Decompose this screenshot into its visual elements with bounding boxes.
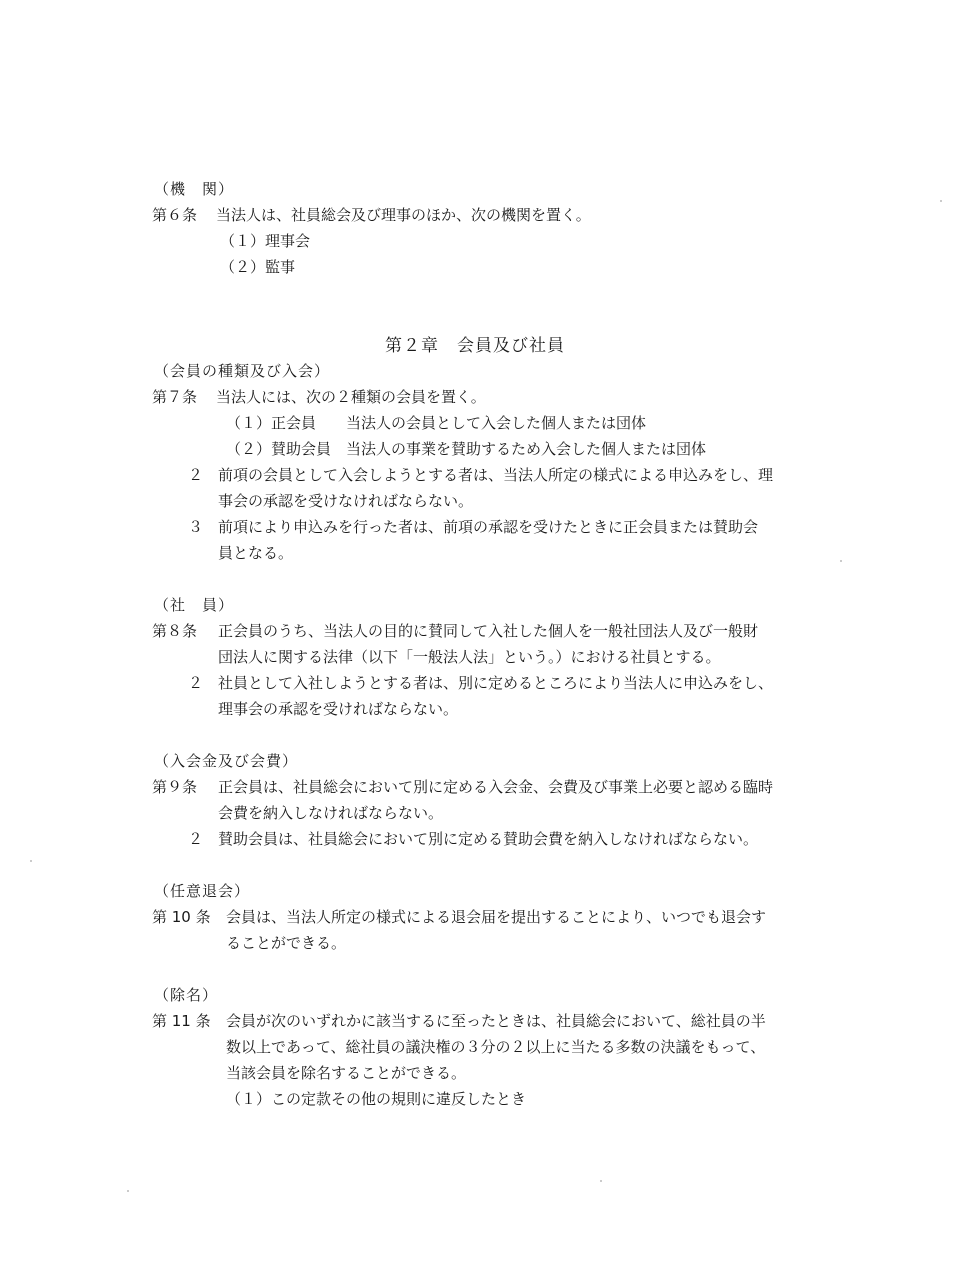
chapter-title: 第２章 会員及び社員	[385, 336, 565, 356]
article-7-para-3-number: ３	[188, 518, 204, 536]
scan-speck	[127, 1190, 129, 1192]
article-6-text: 当法人は、社員総会及び理事のほか、次の機関を置く。	[216, 206, 591, 224]
article-9-heading: （入会金及び会費）	[154, 752, 299, 770]
article-7-para-2-number: ２	[188, 466, 204, 484]
article-8-para-2-line-1: 社員として入社しようとする者は、別に定めるところにより当法人に申込みをし、	[218, 674, 774, 692]
article-8-line-1: 正会員のうち、当法人の目的に賛同して入社した個人を一般社団法人及び一般財	[218, 622, 759, 640]
scan-speck	[600, 1180, 602, 1182]
article-11-heading: （除名）	[154, 986, 219, 1004]
article-8-line-2: 団法人に関する法律（以下「一般法人法」という。）における社員とする。	[218, 648, 721, 666]
article-8-para-2-number: ２	[188, 674, 204, 692]
article-11-number: 第 11 条	[152, 1012, 211, 1030]
article-10-number: 第 10 条	[152, 908, 211, 926]
article-11-item-1: （１）この定款その他の規則に違反したとき	[226, 1090, 527, 1108]
article-8-para-2-line-2: 理事会の承認を受ければならない。	[218, 700, 459, 718]
scan-speck	[840, 560, 842, 562]
article-10-line-2: ることができる。	[226, 934, 347, 952]
article-8-heading: （社 員）	[154, 596, 235, 614]
article-8-number: 第８条	[152, 622, 198, 640]
scan-speck	[940, 200, 942, 202]
article-7-heading: （会員の種類及び入会）	[154, 362, 331, 380]
article-7-item-1	[226, 412, 646, 434]
article-9-line-1: 正会員は、社員総会において別に定める入会金、会費及び事業上必要と認める臨時	[218, 778, 774, 796]
article-11-line-1: 会員が次のいずれかに該当するに至ったときは、社員総会において、総社員の半	[226, 1012, 766, 1030]
article-6-item-1: （１）理事会	[220, 232, 311, 250]
article-7-para-3-line-2: 員となる。	[218, 544, 294, 562]
article-11-line-3: 当該会員を除名することができる。	[226, 1064, 467, 1082]
article-11-line-2: 数以上であって、総社員の議決権の３分の２以上に当たる多数の決議をもって、	[226, 1038, 766, 1056]
scan-speck	[30, 860, 32, 862]
article-9-number: 第９条	[152, 778, 198, 796]
item-label: （２）賛助会員	[226, 440, 332, 458]
item-description: 当法人の会員として入会した個人または団体	[346, 414, 647, 432]
article-7-item-2	[226, 438, 706, 460]
article-7-para-2-line-2: 事会の承認を受けなければならない。	[218, 492, 474, 510]
article-6-heading: （機 関）	[154, 180, 235, 198]
article-6-item-2: （２）監事	[220, 258, 296, 276]
article-6-number: 第６条	[152, 206, 198, 224]
article-9-para-2-line-1: 賛助会員は、社員総会において別に定める賛助会費を納入しなければならない。	[218, 830, 759, 848]
article-10-heading: （任意退会）	[154, 882, 251, 900]
article-7-number: 第７条	[152, 388, 198, 406]
article-10-line-1: 会員は、当法人所定の様式による退会届を提出することにより、いつでも退会す	[226, 908, 767, 926]
article-7-para-3-line-1: 前項により申込みを行った者は、前項の承認を受けたときに正会員または賛助会	[218, 518, 759, 536]
article-7-para-2-line-1: 前項の会員として入会しようとする者は、当法人所定の様式による申込みをし、理	[218, 466, 774, 484]
item-label: （１）正会員	[226, 414, 317, 432]
article-9-para-2-number: ２	[188, 830, 204, 848]
article-9-line-2: 会費を納入しなければならない。	[218, 804, 444, 822]
article-7-text: 当法人には、次の２種類の会員を置く。	[216, 388, 486, 406]
item-description: 当法人の事業を賛助するため入会した個人または団体	[346, 440, 707, 458]
